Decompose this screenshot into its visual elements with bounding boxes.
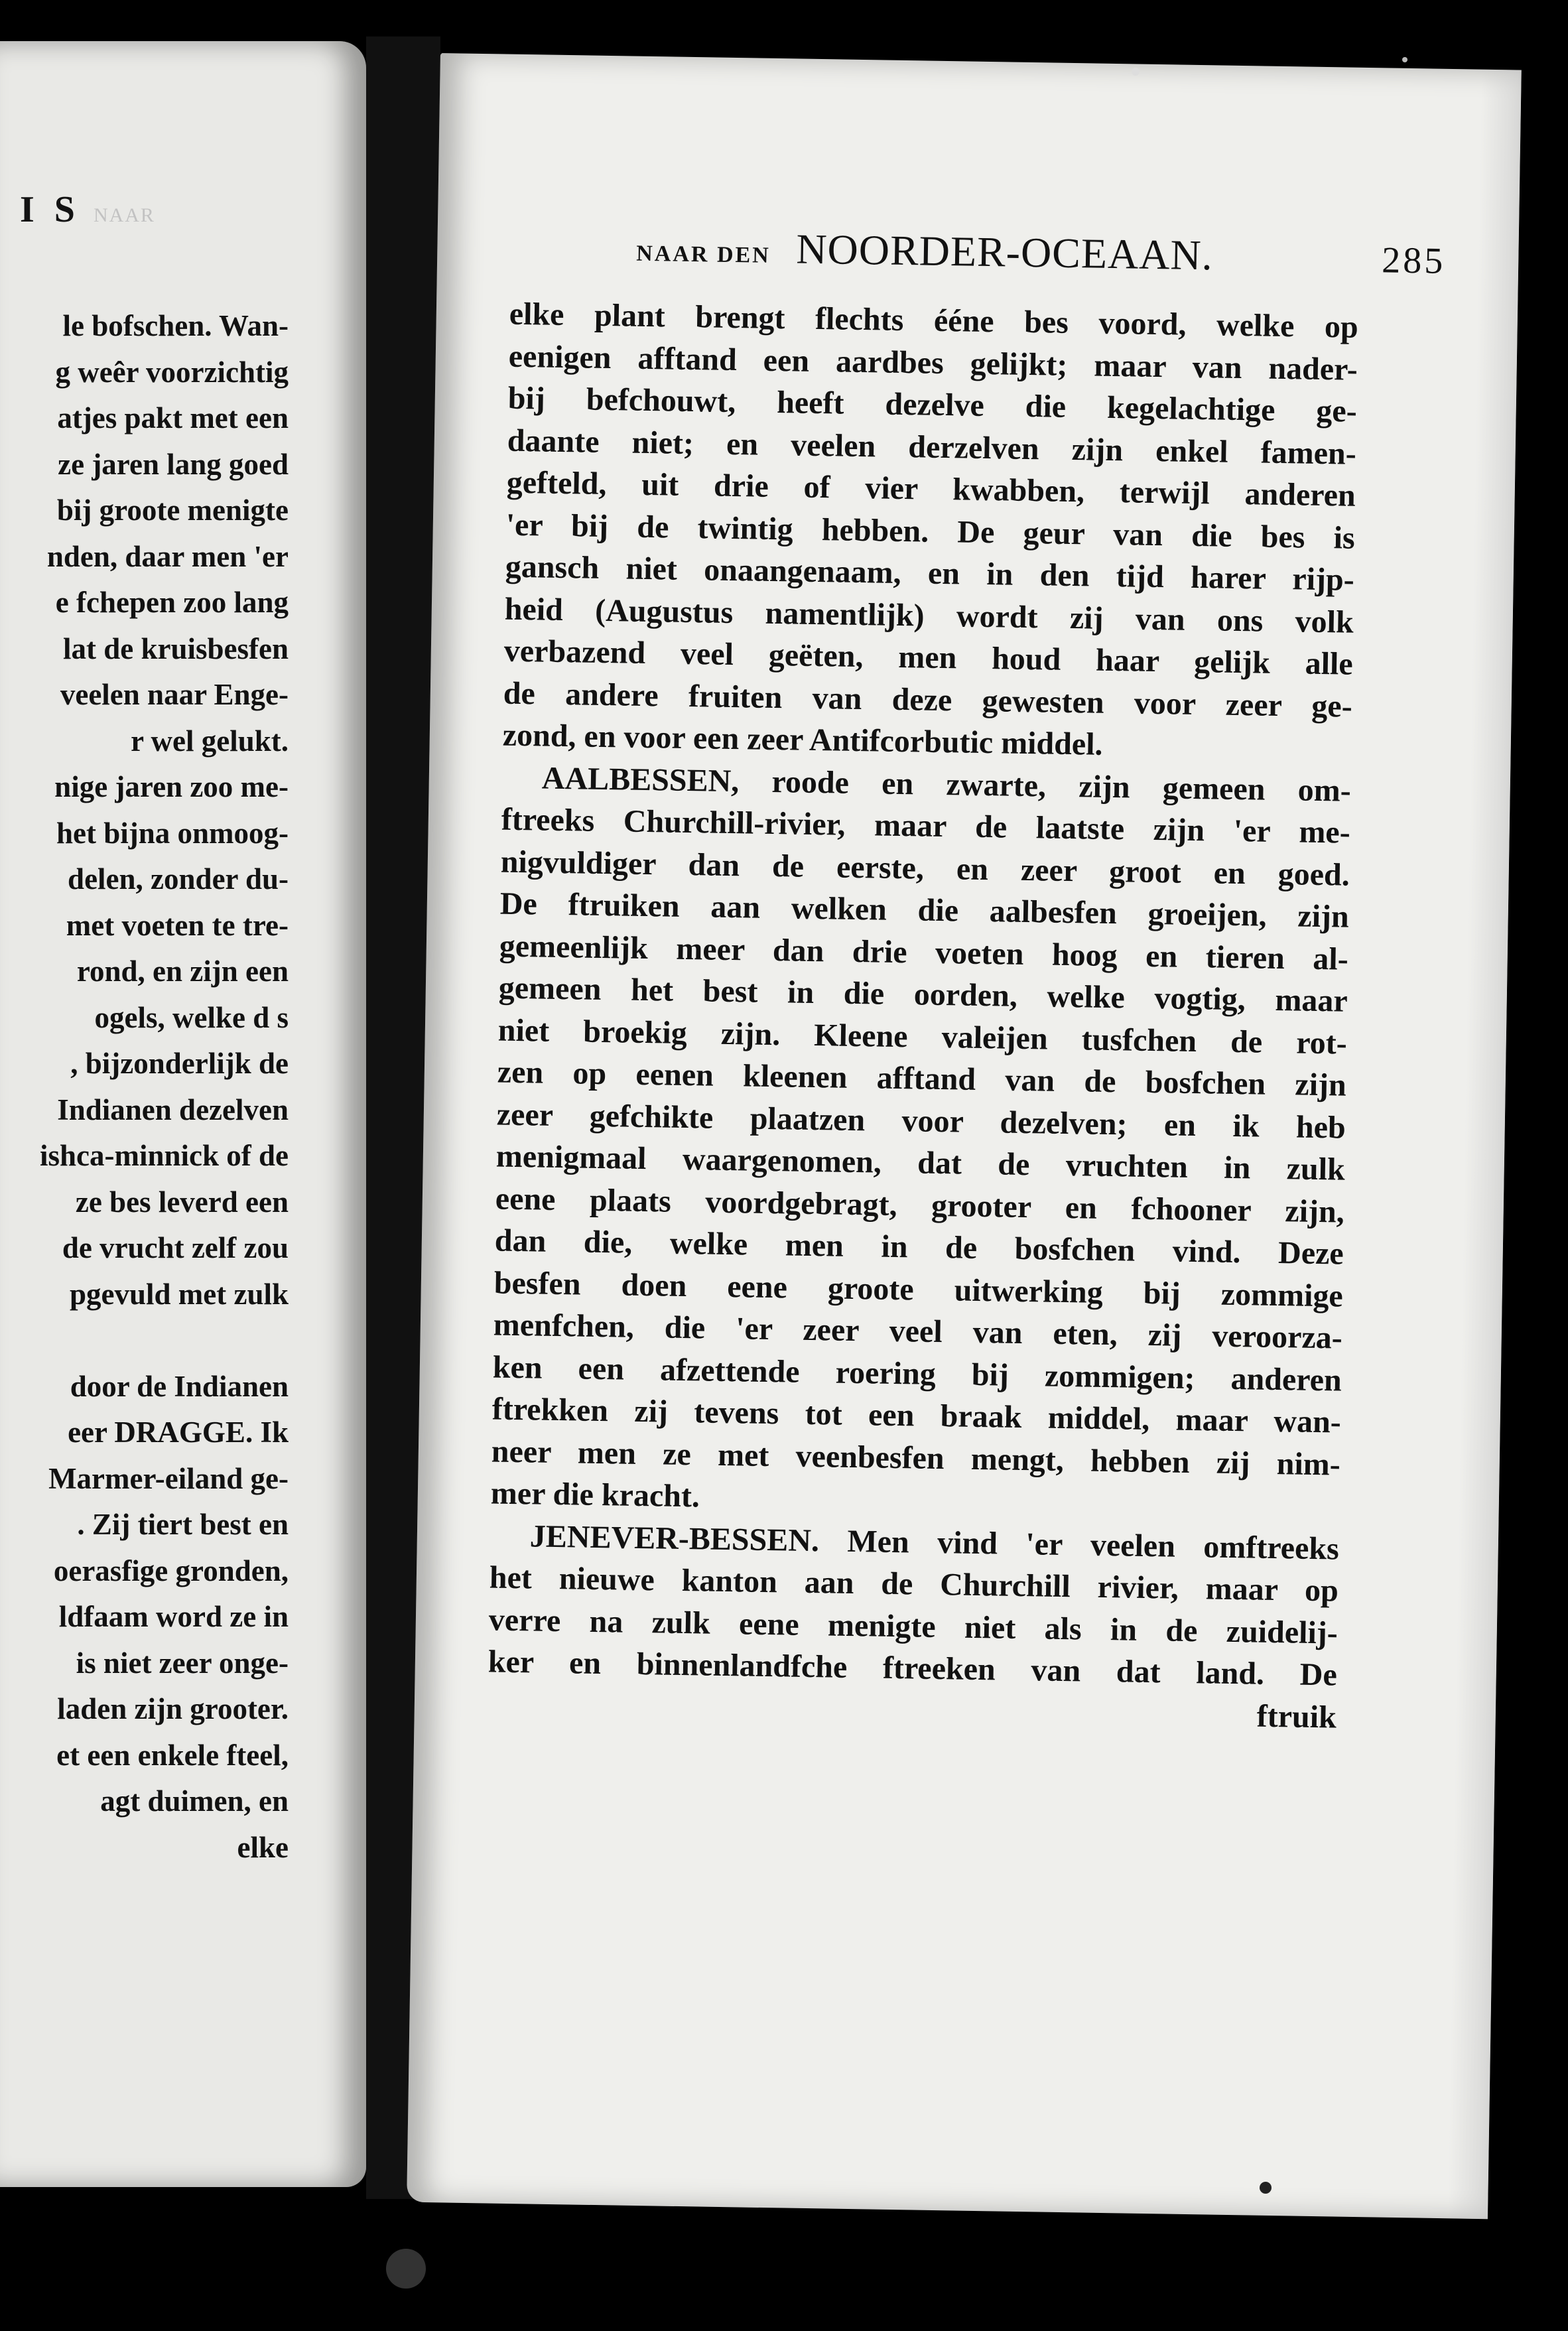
left-text-line: laden zijn grooter. [57, 1692, 289, 1725]
right-text-line-paragraph-aalbessen: AALBESSEN, roode en zwarte, zijn gemeen om- [541, 760, 1352, 809]
right-text-line: gemeen het best in die oorden, welke vogtig, maar [498, 970, 1348, 1019]
left-text-line: delen, zonder du- [68, 862, 289, 896]
right-text-line: zond, en voor een zeer Antifcorbutic middel. [502, 717, 1103, 762]
left-text-line: veelen naar Enge- [60, 678, 289, 711]
right-text-line: gefteld, uit drie of vier kwabben, terwijl anderen [506, 464, 1356, 513]
left-text-line: met voeten te tre- [66, 908, 289, 942]
right-text-line: ftreeks Churchill-rivier, maar de laatste zijn 'er me- [501, 801, 1351, 850]
left-text-line: nige jaren zoo me- [54, 770, 289, 803]
left-text-line: ze jaren lang goed [58, 447, 289, 481]
right-text-line: zen op eenen kleenen afftand van de bosfchen zijn [497, 1054, 1347, 1103]
left-text-line: le bofschen. Wan- [62, 309, 289, 342]
left-text-line: et een enkele fteel, [56, 1738, 289, 1772]
right-text-line: niet broekig zijn. Kleene valeijen tusfchen de rot- [497, 1012, 1348, 1061]
left-text-line [0, 1317, 289, 1364]
left-text-line: r wel gelukt. [131, 724, 289, 758]
right-text-line: eenigen afftand een aardbes gelijkt; maar van nader- [508, 338, 1358, 387]
right-text-line: ken een afzettende roering bij zommigen; anderen [492, 1349, 1342, 1398]
left-text-line: . Zij tiert best en [77, 1508, 289, 1541]
left-page-header-faint: NAAR [93, 204, 155, 226]
left-text-line: nden, daar men 'er [46, 539, 289, 573]
right-text-line: eene plaats voordgebragt, grooter en fchooner zijn, [495, 1181, 1345, 1230]
right-text-line: besfen doen eene groote uitwerking bij zommige [493, 1265, 1344, 1314]
right-text-line: gansch niet onaangenaam, en in den tijd harer rijp- [505, 549, 1355, 598]
right-text-line-paragraph-jeneverbessen: JENEVER-BESSEN. Men vind 'er veelen omftreeks [529, 1518, 1340, 1567]
left-text-line: Indianen dezelven [57, 1093, 289, 1126]
left-text-line: g weêr voorzichtig [55, 355, 289, 389]
right-page-text [487, 293, 1358, 1739]
left-text-line: ze bes leverd een [75, 1185, 289, 1219]
right-text-line: verre na zulk eene menigte niet als in de zuidelij- [488, 1601, 1339, 1651]
right-text-line: neer men ze met veenbesfen mengt, hebben zij nim- [491, 1433, 1341, 1483]
right-page [407, 53, 1522, 2219]
left-text-line: ogels, welke d s [94, 1000, 289, 1034]
left-text-line: is niet zeer onge- [76, 1646, 289, 1680]
right-text-line: bij befchouwt, heeft dezelve die kegelachtige ge- [507, 380, 1358, 429]
left-text-line: agt duimen, en [100, 1784, 289, 1818]
speck [1402, 57, 1407, 62]
right-text-line: elke plant brengt flechts ééne bes voord, welke op [509, 296, 1359, 345]
right-text-line: ftrekken zij tevens tot een braak middel, maar wan- [491, 1391, 1342, 1440]
right-text-line: nigvuldiger dan de eerste, en zeer groot en goed. [500, 844, 1350, 893]
right-text-line: het nieuwe kanton aan de Churchill rivier, maar op [489, 1560, 1339, 1609]
left-text-line: ishca-minnick of de [39, 1139, 289, 1172]
running-head [636, 222, 1446, 284]
right-text-line: 'er bij de twintig hebben. De geur van die bes is [505, 507, 1356, 556]
running-head-title: NOORDER-OCEAAN. [795, 225, 1214, 279]
left-text-line: door de Indianen [70, 1369, 289, 1403]
right-text-line: heid (Augustus namentlijk) wordt zij van ons volk [504, 591, 1354, 640]
right-text-line: mer die kracht. [490, 1475, 700, 1514]
left-text-line: het bijna onmoog- [56, 816, 289, 850]
right-text-line: De ftruiken aan welken die aalbesfen groeijen, zijn [499, 886, 1350, 935]
left-page-header: I S NAAR [20, 189, 155, 230]
running-head-small: NAAR DEN [635, 241, 771, 268]
left-text-line: eer DRAGGE. Ik [68, 1416, 289, 1449]
right-text-line: zeer gefchikte plaatzen voor dezelven; en ik heb [496, 1097, 1346, 1146]
left-text-line: atjes pakt met een [57, 401, 289, 434]
left-text-line: bij groote menigte [56, 494, 289, 527]
left-text-line: elke [237, 1830, 289, 1864]
right-text-line: verbazend veel geëten, men houd haar gelijk alle [503, 633, 1354, 682]
left-text-line: pgevuld met zulk [69, 1277, 289, 1311]
right-text-line: de andere fruiten van deze gewesten voor zeer ge- [503, 675, 1353, 724]
left-text-line: Marmer-eiland ge- [48, 1461, 289, 1495]
page-number: 285 [1381, 239, 1446, 282]
left-text-line: , bijzonderlijk de [70, 1047, 289, 1080]
right-text-line: gemeenlijk meer dan drie voeten hoog en tieren al- [499, 928, 1349, 977]
left-text-line: oerasfige gronden, [53, 1554, 289, 1587]
page-edge-shadow [1448, 70, 1522, 2220]
right-text-line: menigmaal waargenomen, dat de vruchten in zulk [495, 1138, 1346, 1187]
right-text-line: ker en binnenlandfche ftreeken van dat land. De [488, 1644, 1338, 1693]
right-text-line: daante niet; en veelen derzelven zijn enkel famen- [507, 423, 1357, 472]
left-text-line: ldfaam word ze in [58, 1600, 289, 1633]
left-page-text [0, 303, 289, 1871]
left-text-line: lat de kruisbesfen [62, 632, 289, 665]
catchword: ftruik [1256, 1698, 1337, 1735]
left-page [0, 41, 366, 2187]
speck [386, 2249, 426, 2289]
left-text-line: de vrucht zelf zou [62, 1231, 289, 1264]
left-text-line: rond, en zijn een [76, 955, 289, 988]
right-text-line: dan die, welke men in de bosfchen vind. Deze [494, 1223, 1344, 1272]
right-text-line: menfchen, die 'er zeer veel van eten, zij veroorza- [493, 1307, 1343, 1356]
left-text-line: e fchepen zoo lang [55, 586, 289, 619]
